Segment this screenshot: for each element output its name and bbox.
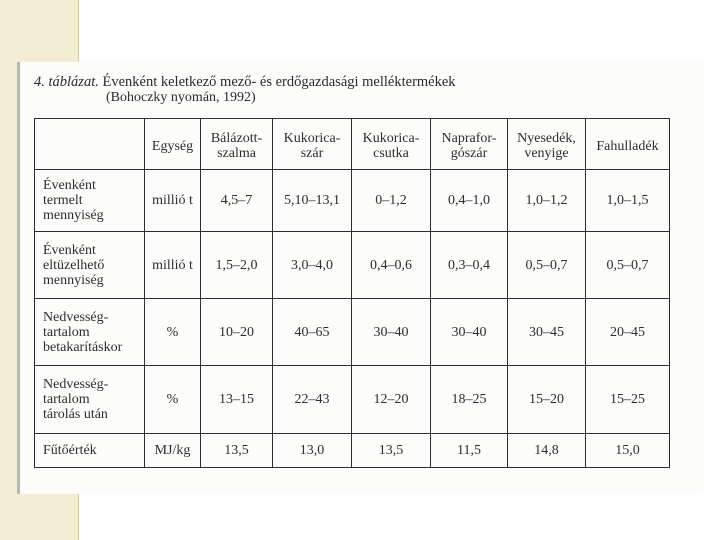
table-cell: 13,0 xyxy=(273,434,352,468)
table-row xyxy=(35,170,670,232)
table-cell: millió t xyxy=(145,170,201,232)
table-source: (Bohoczky nyomán, 1992) xyxy=(106,90,256,105)
data-table xyxy=(34,118,670,468)
table-cell: % xyxy=(145,366,201,434)
table-cell: 0–1,2 xyxy=(352,170,431,232)
table-cell: 40–65 xyxy=(273,299,352,366)
table-cell: 0,4–1,0 xyxy=(431,170,508,232)
table-cell: MJ/kg xyxy=(145,434,201,468)
table-cell: 1,5–2,0 xyxy=(201,232,273,299)
table-cell: % xyxy=(145,299,201,366)
table-cell: 0,4–0,6 xyxy=(352,232,431,299)
table-row xyxy=(35,299,670,366)
table-cell: 3,0–4,0 xyxy=(273,232,352,299)
table-cell: 11,5 xyxy=(431,434,508,468)
table-cell: 13–15 xyxy=(201,366,273,434)
scan-edge xyxy=(17,62,20,494)
table-row xyxy=(35,366,670,434)
table-cell: 10–20 xyxy=(201,299,273,366)
table-cell: 15,0 xyxy=(586,434,670,468)
table-cell: 30–45 xyxy=(508,299,586,366)
table-cell: 30–40 xyxy=(431,299,508,366)
table-cell: 1,0–1,5 xyxy=(586,170,670,232)
row-label: Évenként eltüzelhető mennyiség xyxy=(35,232,145,299)
table-cell: 18–25 xyxy=(431,366,508,434)
header-cell-balazott-szalma: Bálázott- szalma xyxy=(201,119,273,170)
table-cell: 5,10–13,1 xyxy=(273,170,352,232)
row-label: Évenként termelt mennyiség xyxy=(35,170,145,232)
header-cell-corner xyxy=(35,119,145,170)
table-cell: 0,5–0,7 xyxy=(508,232,586,299)
table-cell: 15–25 xyxy=(586,366,670,434)
header-cell-kukoricacsutka: Kukorica- csutka xyxy=(352,119,431,170)
table-cell: 13,5 xyxy=(352,434,431,468)
table-cell: 22–43 xyxy=(273,366,352,434)
table-caption xyxy=(34,74,456,90)
header-cell-fahulladek: Fahulladék xyxy=(586,119,670,170)
table-row xyxy=(35,434,670,468)
table-cell: 1,0–1,2 xyxy=(508,170,586,232)
table-cell: 0,3–0,4 xyxy=(431,232,508,299)
header-cell-nyesedek: Nyesedék, venyige xyxy=(508,119,586,170)
table-cell: 15–20 xyxy=(508,366,586,434)
table-cell: 4,5–7 xyxy=(201,170,273,232)
table-cell: 20–45 xyxy=(586,299,670,366)
row-label: Fűtőérték xyxy=(35,434,145,468)
header-cell-kukoricaszar: Kukorica- szár xyxy=(273,119,352,170)
header-row xyxy=(35,119,670,170)
table-cell: millió t xyxy=(145,232,201,299)
table-cell: 14,8 xyxy=(508,434,586,468)
row-label: Nedvesség- tartalom betakarításkor xyxy=(35,299,145,366)
header-cell-napraforgoszar: Naprafor- gószár xyxy=(431,119,508,170)
table-row xyxy=(35,232,670,299)
table-cell: 12–20 xyxy=(352,366,431,434)
table-cell: 13,5 xyxy=(201,434,273,468)
table-cell: 0,5–0,7 xyxy=(586,232,670,299)
table-title: Évenként keletkező mező- és erdőgazdasági melléktermékek xyxy=(102,74,456,90)
row-label: Nedvesség- tartalom tárolás után xyxy=(35,366,145,434)
table-cell: 30–40 xyxy=(352,299,431,366)
header-cell-unit: Egység xyxy=(145,119,201,170)
table-number: 4. táblázat. xyxy=(34,74,99,90)
